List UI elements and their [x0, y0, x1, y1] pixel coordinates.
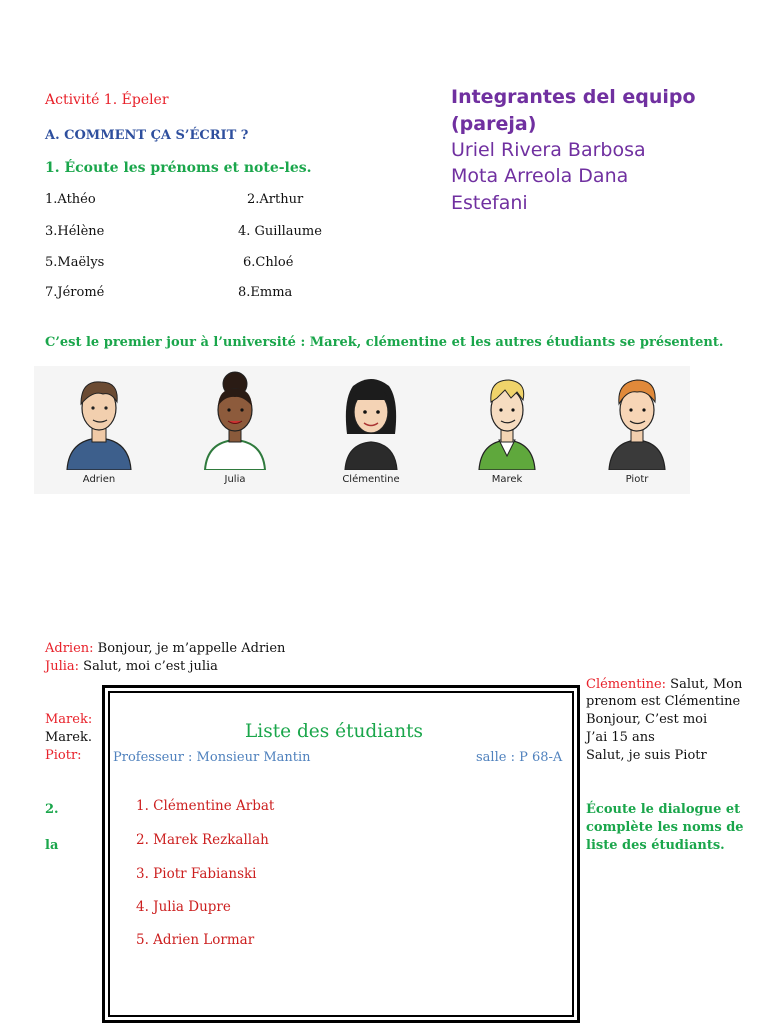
name-5: 5.Maëlys: [45, 255, 105, 270]
line-adrien: Bonjour, je m’appelle Adrien: [93, 641, 286, 656]
name-4: 4. Guillaume: [238, 224, 322, 239]
character-piotr: [592, 366, 682, 494]
exercise-2-instruction-1: Écoute le dialogue et: [586, 802, 741, 817]
character-label-julia: Julia: [224, 474, 246, 485]
piotr-portrait-icon: [597, 370, 677, 470]
julia-portrait-icon: [195, 370, 275, 470]
character-marek: [462, 366, 552, 494]
speaker-julia: Julia:: [45, 659, 80, 674]
exercise-2-number: 2.: [45, 802, 59, 817]
name-8: 8.Emma: [238, 285, 293, 300]
line-marek-right: Bonjour, C’est moi: [586, 712, 708, 727]
student-list-title: Liste des étudiants: [245, 721, 424, 742]
speaker-piotr: Piotr:: [45, 748, 82, 763]
name-1: 1.Athéo: [45, 192, 96, 207]
adrien-portrait-icon: [59, 370, 139, 470]
character-clementine: [326, 366, 416, 494]
room-label: salle : P 68-A: [476, 750, 563, 765]
student-list-item-2: 2. Marek Rezkallah: [136, 832, 269, 848]
speaker-clementine: Clémentine:: [586, 677, 667, 692]
teacher-label: Professeur : Monsieur Mantin: [113, 750, 311, 765]
exercise-2-fragment: la: [45, 838, 59, 853]
team-member-2: Mota Arreola Dana: [451, 165, 629, 187]
intro-sentence: C’est le premier jour à l’université : Marek, clémentine et les autres étudiants se présentent.: [45, 335, 724, 350]
character-label-piotr: Piotr: [625, 474, 649, 485]
student-list-item-1: 1. Clémentine Arbat: [136, 798, 275, 814]
line-age: J’ai 15 ans: [586, 730, 655, 745]
character-illustrations: [34, 366, 690, 494]
instruction-1: 1. Écoute les prénoms et note-les.: [45, 160, 312, 176]
name-6: 6.Chloé: [243, 255, 294, 270]
clementine-portrait-icon: [331, 370, 411, 470]
line-piotr-right: Salut, je suis Piotr: [586, 748, 707, 763]
student-list-item-5: 5. Adrien Lormar: [136, 932, 255, 948]
character-label-adrien: Adrien: [82, 474, 116, 485]
character-label-marek: Marek: [491, 474, 523, 485]
student-list-item-4: 4. Julia Dupre: [136, 899, 231, 915]
team-heading-line1: Integrantes del equipo: [451, 86, 696, 108]
student-list-item-3: 3. Piotr Fabianski: [136, 866, 257, 882]
character-julia: [190, 366, 280, 494]
marek-portrait-icon: [467, 370, 547, 470]
section-a-heading: A. COMMENT ÇA S’ÉCRIT ?: [45, 128, 249, 143]
speaker-adrien: Adrien:: [45, 641, 94, 656]
team-member-1: Uriel Rivera Barbosa: [451, 139, 646, 161]
dialogue-julia: [45, 659, 218, 674]
line-julia: Salut, moi c’est julia: [79, 659, 218, 674]
exercise-2-instruction-2: complète les noms de: [586, 820, 744, 835]
line-clementine: Salut, Mon: [666, 677, 743, 692]
character-label-clementine: Clémentine: [342, 474, 400, 485]
speaker-marek: Marek:: [45, 712, 93, 727]
dialogue-clementine: [586, 677, 742, 692]
exercise-2-instruction-3: liste des étudiants.: [586, 838, 725, 853]
team-heading-line2: (pareja): [451, 113, 537, 135]
line-marek: Marek.: [45, 730, 92, 745]
name-7: 7.Jéromé: [45, 285, 105, 300]
character-adrien: [54, 366, 144, 494]
team-member-3: Estefani: [451, 192, 528, 214]
name-3: 3.Hélène: [45, 224, 105, 239]
dialogue-adrien: [45, 641, 285, 656]
activity-title: Activité 1. Épeler: [45, 92, 169, 108]
line-clementine-2: prenom est Clémentine: [586, 694, 741, 709]
name-2: 2.Arthur: [247, 192, 304, 207]
